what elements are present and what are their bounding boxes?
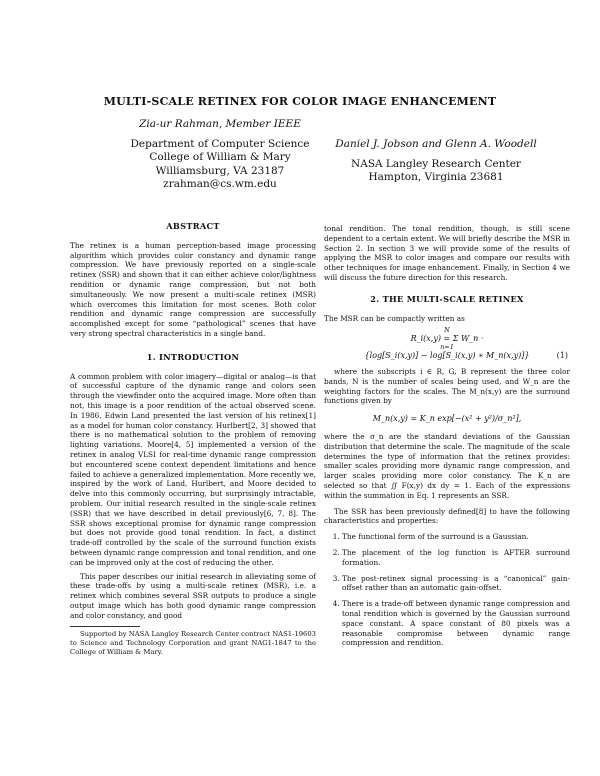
property-item: 4. There is a trade-off between dynamic range compression and tonal rendition which is governed by the Gaussian surround space constant. A space constant of 80 pixels was a reasonable compromise between dynamic range compression and rendition. bbox=[342, 599, 570, 648]
paper-title: MULTI-SCALE RETINEX FOR COLOR IMAGE ENHANCEMENT bbox=[103, 95, 497, 108]
author-block-rahman bbox=[100, 118, 340, 192]
msr-heading: 2. THE MULTI-SCALE RETINEX bbox=[370, 293, 524, 304]
right-column bbox=[324, 224, 570, 654]
author-city: Williamsburg, VA 23187 bbox=[155, 164, 285, 177]
footnote bbox=[70, 626, 316, 656]
intro-paragraph-2: This paper describes our initial research in alleviating some of these trade-offs by using a multi-scale retinex (MSR), i.e. a retinex which combines several SSR outputs to produce a single output image which has both good dynamic range compression and color constancy, and good bbox=[70, 571, 316, 620]
ssr-text: The SSR has been previously defined[8] to have the following characteristics and properties: bbox=[324, 506, 570, 526]
equation-1-sum-limit: N bbox=[444, 326, 450, 335]
properties-list bbox=[324, 532, 570, 648]
author-name: Daniel J. Jobson and Glenn A. Woodell bbox=[335, 138, 537, 150]
introduction-heading: 1. INTRODUCTION bbox=[146, 351, 240, 362]
author-institution: NASA Langley Research Center bbox=[351, 157, 521, 170]
author-dept: Department of Computer Science bbox=[130, 137, 310, 150]
footnote-text: Supported by NASA Langley Research Center contract NAS1-19603 to Science and Technology Corporation and grant NAG1-1847 to the College of William & Mary. bbox=[70, 630, 316, 657]
property-item: 3. The post-retinex signal processing is a “canonical” gain-offset rather than an automatic gain-offset. bbox=[342, 574, 570, 594]
equation-2: M_n(x,y) = K_n exp[−(x² + y²)/σ_n²], bbox=[372, 414, 522, 424]
abstract-text: The retinex is a human perception-based image processing algorithm which provides color constancy and dynamic range compression. We have previously reported on a single-scale retinex (SSR) and shown that it can either achieve color/lightness rendition or dynamic range compression, but not both simultaneously. We now present a multi-scale retinex (MSR) which overcomes this limitation for most scenes. Both color rendition and dynamic range compression are successfully accomplished except for some “pathological” scenes that have very strong spectral characteristics in a single band. bbox=[70, 240, 316, 338]
abstract-heading: ABSTRACT bbox=[166, 221, 220, 231]
author-name: Zia-ur Rahman, Member IEEE bbox=[139, 118, 301, 130]
author-block-nasa bbox=[316, 138, 556, 185]
left-column bbox=[70, 222, 316, 657]
sigma-text: where the σ_n are the standard deviations of the Gaussian distribution that determine the scale. The magnitude of the scale determines the type of information that the retinex provides: smaller scales providing more dynamic range compression, and larger scales providing more color constancy. The K_n are selected so that ∬ F(x,y) dx dy = 1. Each of the expressions within the summation in Eq. 1 represents an SSR. bbox=[324, 431, 570, 500]
equation-1-sum-index: n=1 bbox=[440, 343, 454, 352]
equation-1-top: R_i(x,y) = Σ W_n · bbox=[410, 334, 484, 344]
footnote-rule bbox=[70, 626, 140, 627]
where-text: where the subscripts i ∈ R, G, B represent the three color bands, N is the number of scales being used, and W_n are the weighting factors for the scales. The M_n(x,y) are the surround functions given by bbox=[324, 366, 570, 406]
equation-1 bbox=[324, 327, 570, 361]
property-item: 2. The placement of the log function is AFTER surround formation. bbox=[342, 548, 570, 568]
equation-1-number: (1) bbox=[556, 351, 568, 361]
author-city: Hampton, Virginia 23681 bbox=[368, 171, 504, 183]
intro-paragraph-1: A common problem with color imagery—digital or analog—is that of successful capture of the dynamic range and colors seen through the viewfinder onto the acquired image. More often than not, this image is a poor rendition of the actual observed scene. In 1986, Edwin Land presented the last version of his retinex[1] as a model for human color constancy. Hurlbert[2, 3] showed that there is no mathematical solution to the problem of removing lighting variations. Moore[4, 5] implemented a version of the retinex in analog VLSI for real-time dynamic range compression but encountered scene context dependent limitations and hence failed to achieve a generalized implementation. More recently we, inspired by the work of Land, Hurlbert, and Moore decided to delve into this commonly occurring, but surprisingly intractable, problem. Our initial research resulted in the single-scale retinex (SSR) that we have described in detail previously[6, 7, 8]. The SSR shows exceptional promise for dynamic range compression but does not provide good tonal rendition. In fact, a distinct trade-off controlled by the scale of the surround function exists between dynamic range compression and tonal rendition, and one can be improved only at the cost of reducing the other. bbox=[70, 371, 316, 567]
property-item: 1. The functional form of the surround is a Gaussian. bbox=[342, 532, 570, 542]
author-email: zrahman@cs.wm.edu bbox=[163, 178, 277, 190]
author-institution: College of William & Mary bbox=[149, 151, 291, 163]
equation-1-bottom: {log[S_i(x,y)] − log[S_i(x,y) ∗ M_n(x,y)]} bbox=[364, 351, 530, 361]
equation-1-bottom-line bbox=[324, 351, 570, 361]
intro-continued: tonal rendition. The tonal rendition, though, is still scene dependent to a certain extent. We will briefly describe the MSR in Section 2. In section 3 we will provide some of the results of applying the MSR to color images and compare our results with other techniques for image enhancement. Finally, in Section 4 we will discuss the future direction for this research. bbox=[324, 224, 570, 282]
msr-intro-text: The MSR can be compactly written as bbox=[324, 313, 465, 323]
